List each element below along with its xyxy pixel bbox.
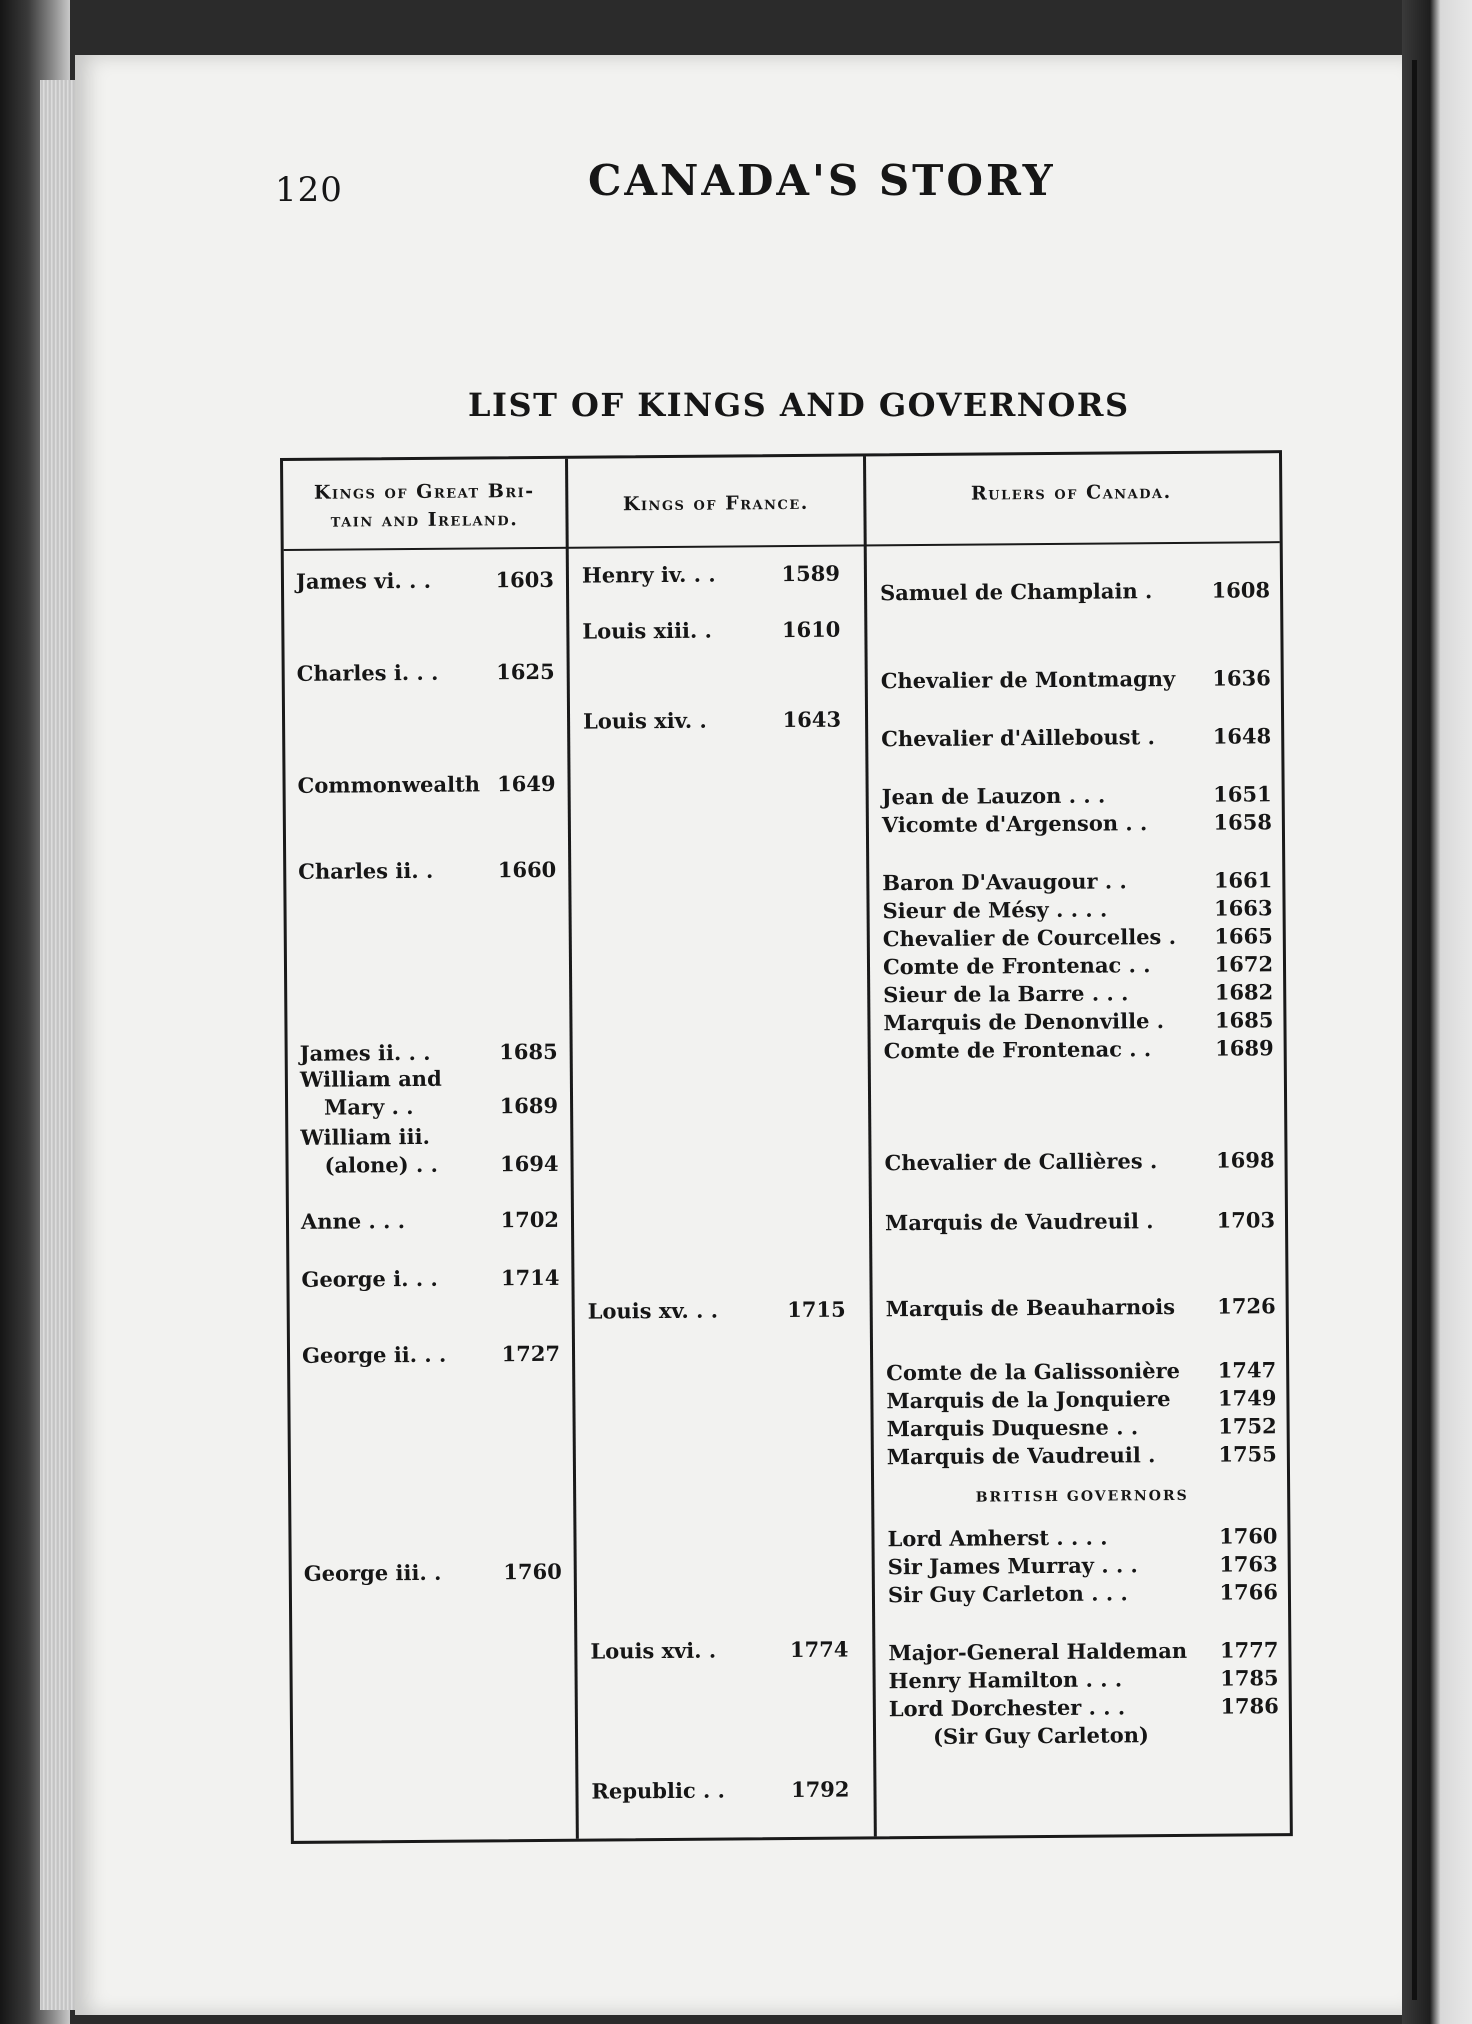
britain-entry [300,1206,560,1234]
reign-year: 1689 [1215,1035,1274,1061]
britain-entry [296,658,555,686]
canada-entry [885,1293,1276,1322]
ruler-name: William iii. [300,1123,430,1150]
reign-year: 1685 [1214,1007,1274,1033]
ruler-name: (Sir Guy Carleton) [932,1722,1149,1749]
britain-entry [299,1038,558,1066]
canada-entry [881,781,1272,810]
reign-year: 1752 [1218,1413,1277,1439]
reign-year: 1685 [499,1038,558,1065]
canada-entry [881,809,1272,838]
ruler-name: Mary . . [324,1093,414,1120]
ruler-name: Anne . . . [300,1208,406,1234]
facing-page-edge [1402,0,1472,2024]
canada-entry [883,1035,1274,1064]
ruler-name: Lord Amherst . . . . [887,1524,1108,1552]
canada-entry [882,867,1273,896]
reign-year: 1694 [499,1150,559,1177]
reign-year: 1714 [500,1264,560,1291]
ruler-name: James ii. . . [299,1039,431,1066]
reign-year: 1749 [1217,1385,1277,1411]
canada-entry [884,1147,1275,1176]
reign-year: 1636 [1212,665,1271,691]
britain-column-heading [283,477,565,535]
reign-year: 1625 [496,658,555,685]
ruler-name: (alone) . . [324,1151,438,1178]
canada-entry [886,1441,1277,1470]
ruler-name: Louis xiv. . [582,707,707,734]
ruler-name: James vi. . . [295,567,432,594]
reign-year: 1702 [500,1206,560,1233]
british-governors-subhead: BRITISH GOVERNORS [975,1487,1189,1506]
reign-year: 1726 [1217,1293,1276,1319]
reign-year: 1766 [1219,1579,1279,1605]
reign-year: 1774 [789,1636,849,1663]
reign-year: 1747 [1217,1357,1277,1383]
canada-entry [887,1523,1278,1552]
reign-year: 1760 [1218,1523,1278,1549]
reign-year: 1689 [499,1092,559,1119]
reign-year: 1663 [1214,895,1273,921]
ruler-name: Chevalier de Courcelles . [882,923,1177,952]
reign-year: 1682 [1214,979,1274,1005]
column-divider-1 [565,459,579,1839]
gutter-line [1412,60,1417,2000]
france-entry [590,1636,849,1664]
reign-year: 1589 [781,560,841,587]
reign-year: 1608 [1211,577,1271,603]
canada-entry [883,979,1274,1008]
page-edges [40,80,80,2010]
ruler-name: Henry iv. . . [581,561,716,588]
britain-entry [324,1092,559,1120]
ruler-name: Major-General Haldeman [888,1637,1188,1666]
canada-entry [888,1665,1279,1694]
reign-year: 1643 [782,706,842,733]
ruler-name: Samuel de Champlain . [879,578,1153,606]
canada-entry [882,895,1273,924]
canada-entry [888,1637,1279,1666]
reign-year: 1785 [1220,1665,1279,1691]
canada-entry [879,577,1271,606]
ruler-name: Chevalier de Callières . [884,1148,1158,1176]
reign-year: 1786 [1220,1693,1279,1719]
column-divider-2 [863,456,877,1836]
britain-entry [301,1264,560,1292]
ruler-name: Sieur de la Barre . . . [883,980,1129,1008]
ruler-name: Commonwealth [297,771,481,798]
france-entry [581,560,841,588]
reign-year: 1777 [1219,1637,1279,1663]
ruler-name: Comte de Frontenac . . [883,1036,1152,1064]
france-entry [582,616,841,644]
britain-entry [303,1558,562,1586]
ruler-name: Vicomte d'Argenson . . [881,810,1148,838]
reign-year: 1703 [1216,1207,1276,1233]
ruler-name: Marquis de Beauharnois [885,1293,1176,1322]
reign-year: 1672 [1214,951,1274,977]
canada-entry [883,1007,1274,1036]
reign-year: 1760 [503,1558,562,1585]
france-entry [587,1296,846,1324]
ruler-name: Sieur de Mésy . . . . [882,896,1108,924]
canada-entry [886,1357,1277,1386]
ruler-name: Chevalier de Montmagny [880,665,1176,694]
canada-entry [932,1721,1279,1749]
ruler-name: Marquis Duquesne . . [886,1414,1139,1442]
canada-entry [887,1551,1278,1580]
france-column-heading: Kings of France. [622,491,809,516]
list-title: LIST OF KINGS AND GOVERNORS [468,386,1130,424]
ruler-name: Republic . . [591,1777,726,1804]
ruler-name: Marquis de Vaudreuil . [884,1208,1154,1236]
ruler-name: Comte de Frontenac . . [882,952,1151,980]
ruler-name: Marquis de la Jonquiere [886,1386,1171,1414]
canada-entry [880,665,1271,694]
reign-year: 1651 [1213,781,1272,807]
ruler-name: Chevalier d'Ailleboust . [881,724,1155,752]
canada-entry [886,1385,1277,1414]
reign-year: 1665 [1214,923,1273,949]
britain-entry [295,566,555,594]
reign-year: 1661 [1213,867,1273,893]
ruler-name: George i. . . [301,1265,438,1292]
ruler-name: William and [299,1065,442,1092]
ruler-name: Marquis de Denonville . [883,1008,1165,1036]
ruler-name: George ii. . . [301,1341,447,1368]
page-number: 120 [275,170,343,210]
canada-column-heading: Rulers of Canada. [970,480,1172,505]
ruler-name: Henry Hamilton . . . [888,1666,1123,1694]
rulers-table [280,450,1293,1844]
ruler-name: Lord Dorchester . . . [888,1694,1126,1722]
britain-entry [297,770,556,798]
reign-year: 1603 [495,566,555,593]
header-rule [284,541,1280,551]
reign-year: 1715 [787,1296,846,1323]
britain-heading-line1: Kings of Great Bri- [313,480,535,504]
reign-year: 1648 [1212,723,1272,749]
reign-year: 1755 [1218,1441,1277,1467]
canada-entry [882,923,1273,952]
reign-year: 1763 [1219,1551,1278,1577]
britain-entry [324,1150,559,1178]
canada-entry [888,1693,1279,1722]
reign-year: 1649 [497,770,556,797]
reign-year: 1727 [501,1340,561,1367]
britain-entry [300,1123,558,1150]
reign-year: 1610 [781,616,841,643]
britain-entry [298,856,557,884]
canada-entry [884,1207,1276,1236]
canada-entry [882,951,1274,980]
ruler-name: Louis xvi. . [590,1637,717,1664]
running-head: CANADA'S STORY [588,156,1056,205]
reign-year: 1698 [1215,1147,1275,1173]
ruler-name: Marquis de Vaudreuil . [886,1442,1156,1470]
ruler-name: Baron D'Avaugour . . [882,868,1127,896]
britain-entry [301,1340,561,1368]
britain-heading-line2: tain and Ireland. [330,508,519,532]
ruler-name: George iii. . [303,1559,442,1586]
ruler-name: Comte de la Galissonière [886,1357,1181,1386]
ruler-name: Charles i. . . [296,659,439,686]
ruler-name: Louis xv. . . [587,1297,719,1324]
france-entry [591,1776,850,1804]
canada-entry [886,1413,1277,1442]
ruler-name: Charles ii. . [298,857,434,884]
ruler-name: Sir James Murray . . . [887,1552,1138,1580]
france-entry [582,706,842,734]
canada-entry [881,723,1272,752]
ruler-name: Jean de Lauzon . . . [881,782,1106,810]
reign-year: 1658 [1213,809,1272,835]
canada-entry [887,1579,1279,1608]
reign-year: 1660 [497,856,557,883]
ruler-name: Louis xiii. . [582,617,713,644]
ruler-name: Sir Guy Carleton . . . [887,1580,1128,1608]
reign-year: 1792 [790,1776,850,1803]
